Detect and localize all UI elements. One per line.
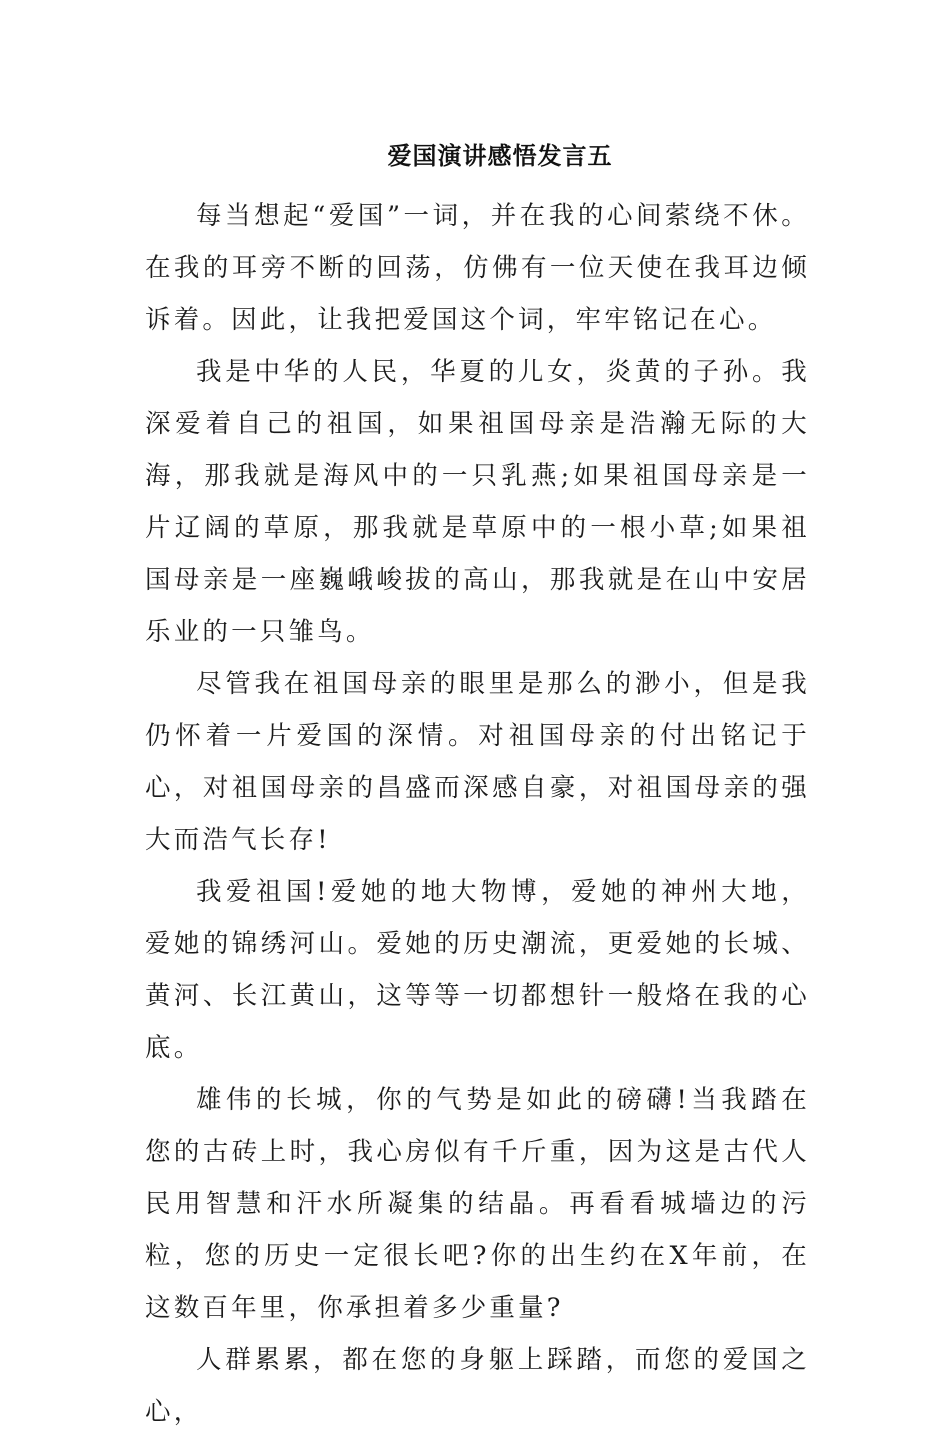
paragraph-5: 雄伟的长城，你的气势是如此的磅礴!当我踏在您的古砖上时，我心房似有千斤重，因为这是古代人民用智慧和汗水所凝集的结晶。再看看城墙边的污粒，您的历史一定很长吧?你的出生约在X年前，在这数百年里，你承担着多少重量? (145, 1085, 810, 1323)
paragraph-2: 我是中华的人民，华夏的儿女，炎黄的子孙。我深爱着自己的祖国，如果祖国母亲是浩瀚无际的大海，那我就是海风中的一只乳燕;如果祖国母亲是一片辽阔的草原，那我就是草原中的一根小草;如果祖国母亲是一座巍峨峻拔的高山，那我就是在山中安居乐业的一只雏鸟。 (145, 357, 810, 647)
paragraph-6: 人群累累，都在您的身躯上踩踏，而您的爱国之心， (145, 1345, 810, 1427)
paragraph-1: 每当想起“爱国”一词，并在我的心间萦绕不休。在我的耳旁不断的回荡，仿佛有一位天使在我耳边倾诉着。因此，让我把爱国这个词，牢牢铭记在心。 (145, 201, 810, 335)
paragraph-4: 我爱祖国!爱她的地大物博，爱她的神州大地，爱她的锦绣河山。爱她的历史潮流，更爱她的长城、黄河、长江黄山，这等等一切都想针一般烙在我的心底。 (145, 877, 810, 1063)
paragraph-3: 尽管我在祖国母亲的眼里是那么的渺小，但是我仍怀着一片爱国的深情。对祖国母亲的付出铭记于心，对祖国母亲的昌盛而深感自豪，对祖国母亲的强大而浩气长存! (145, 669, 810, 855)
document-body (145, 190, 810, 1438)
document-title: 爱国演讲感悟发言五 (387, 141, 613, 170)
